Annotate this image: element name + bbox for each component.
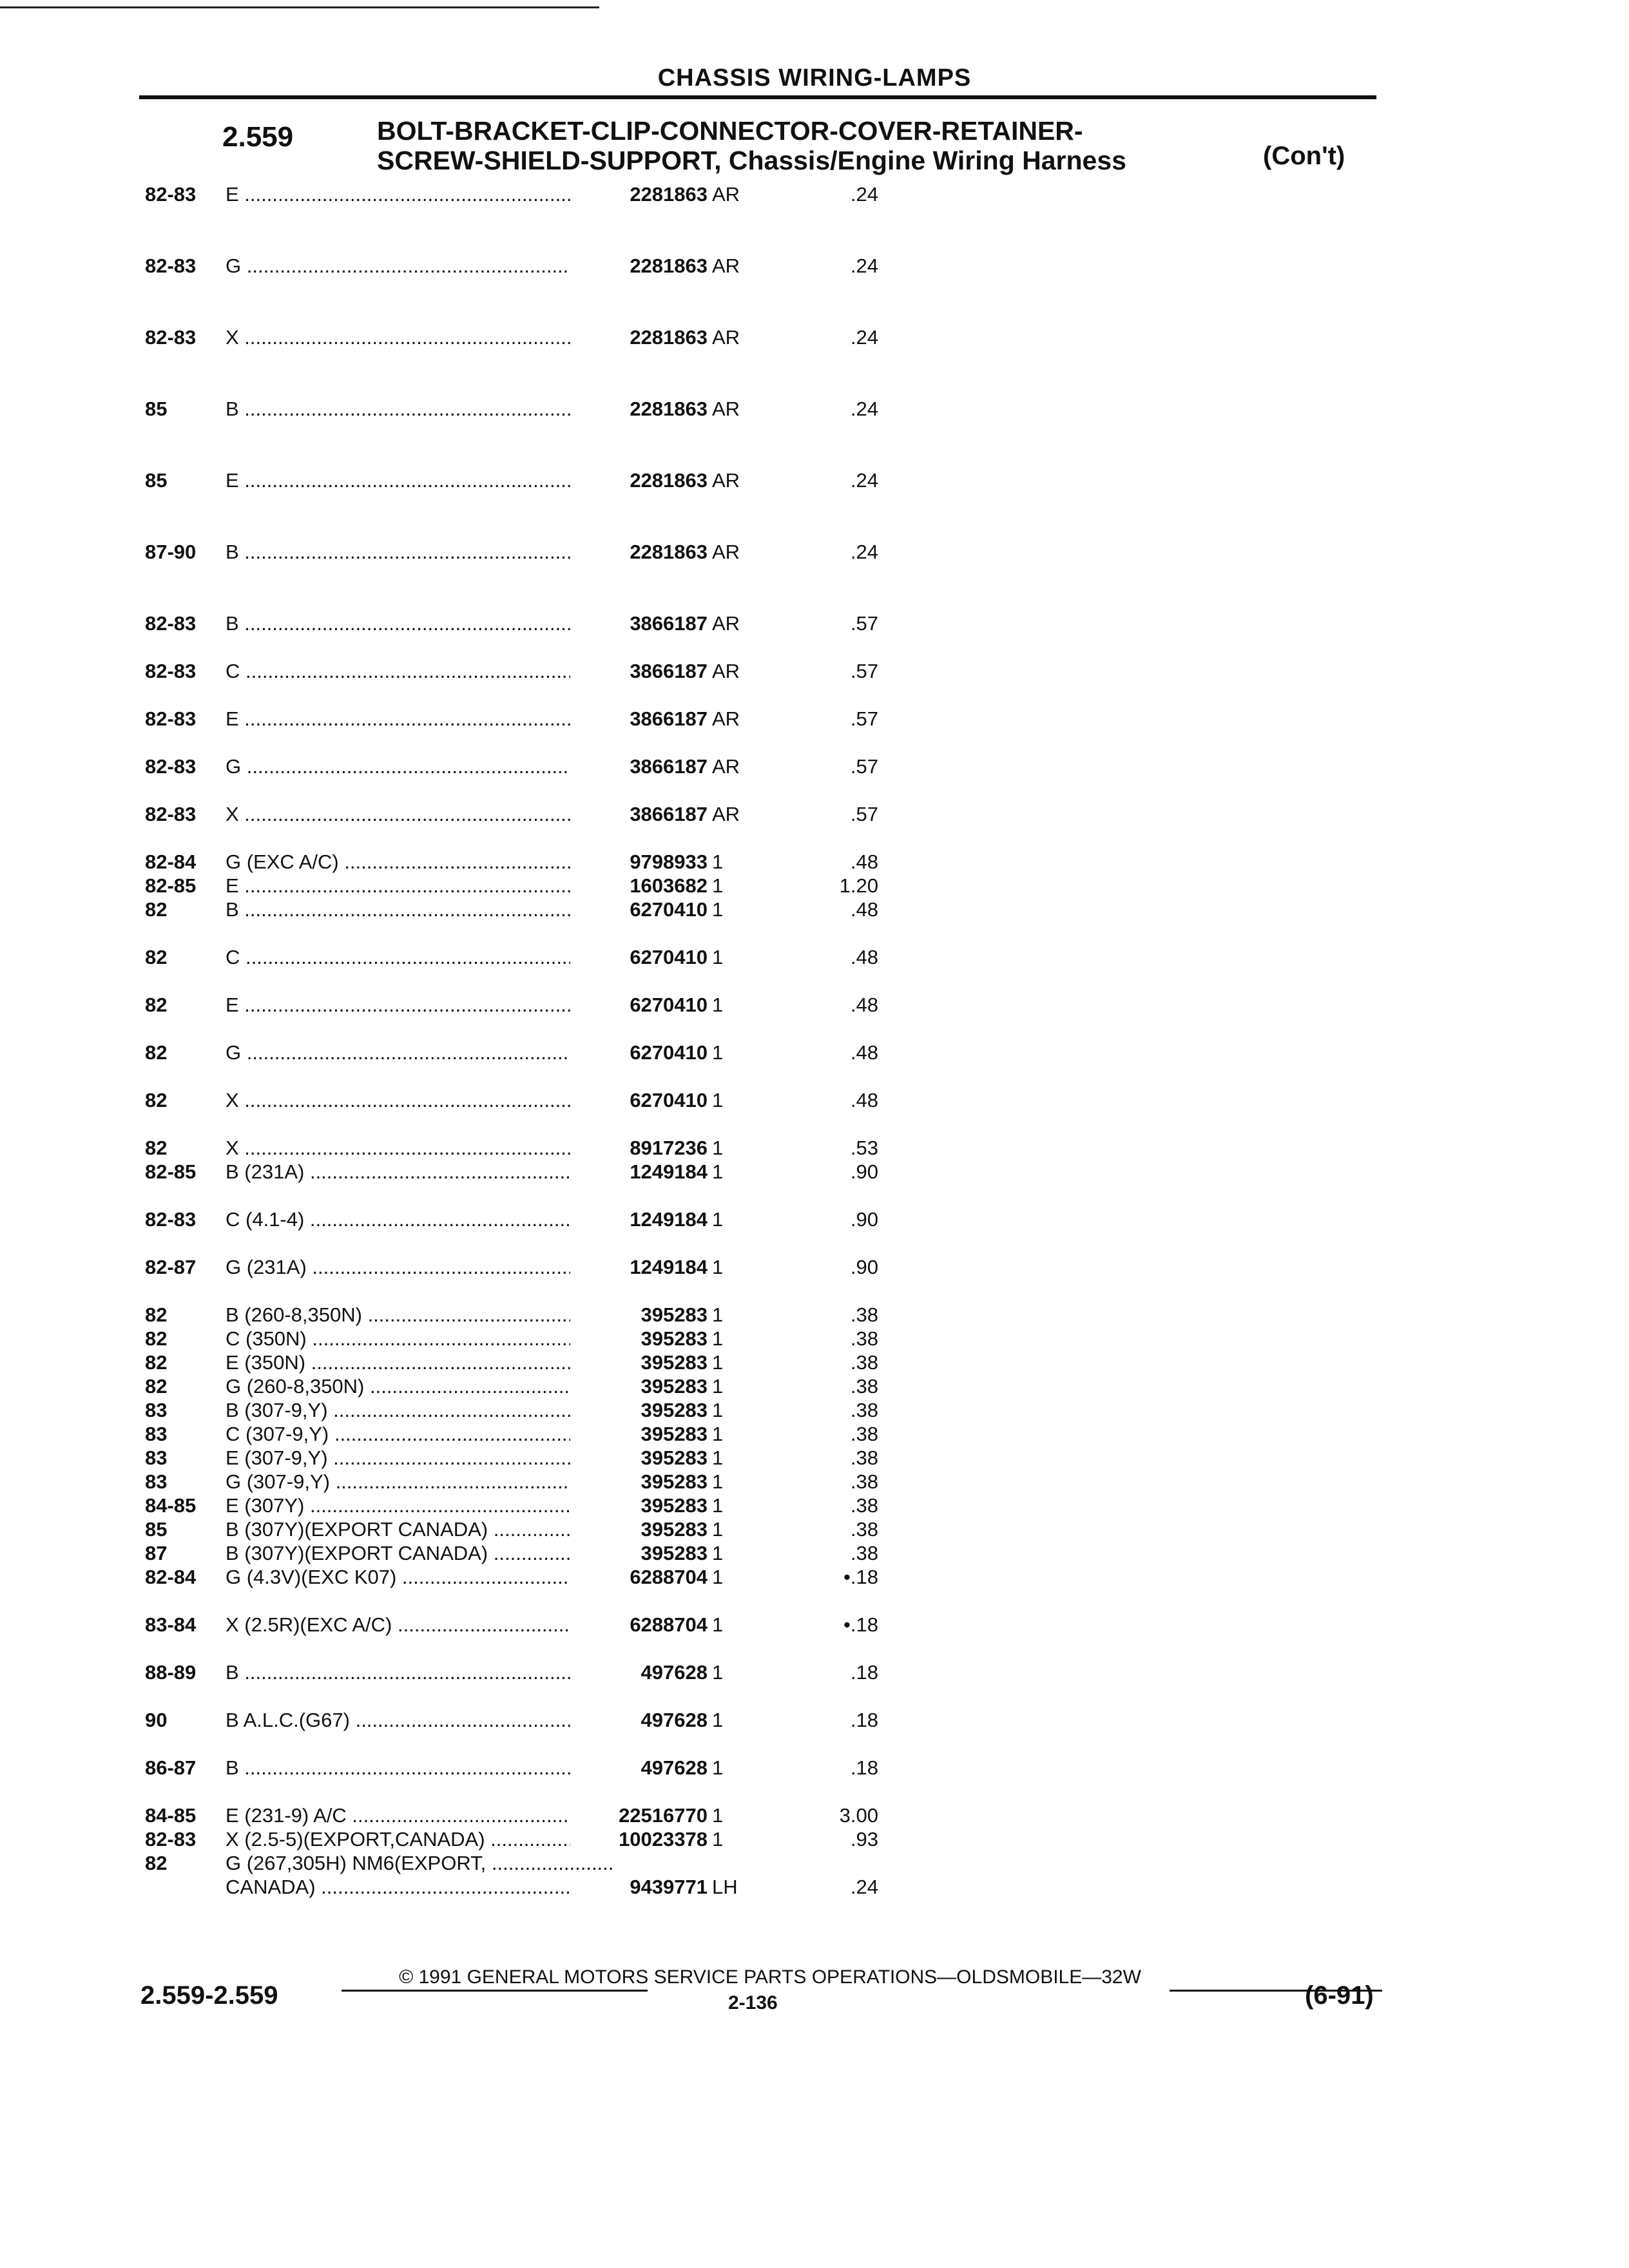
price: .38 [850,1423,878,1445]
model-year: 82-83 [145,707,197,730]
price: .24 [850,469,878,492]
model-year: 82-83 [145,255,197,277]
price: .57 [850,803,878,825]
price: .24 [850,398,878,420]
part-number: 395283 [641,1446,708,1469]
part-number: 1249184 [630,1208,708,1231]
price: .24 [850,255,878,277]
model-code: C (307-9,Y) ..... [226,1422,570,1446]
table-row [0,1374,1629,1398]
table-row [0,1613,1629,1660]
table-row [0,1660,1629,1708]
price: .93 [850,1828,878,1850]
model-code: B ..... [226,540,570,564]
price: •.18 [843,1613,878,1636]
section-title: CHASSIS WIRING-LAMPS [657,64,972,91]
model-code: G ..... [226,254,570,278]
table-row [0,1708,1629,1756]
model-year: 83-84 [145,1613,197,1636]
section-number: 2.559 [222,121,294,153]
table-row [0,254,1629,325]
model-year: 82-83 [145,326,197,349]
quantity: AR [712,183,740,206]
table-row [0,468,1629,540]
part-number: 395283 [641,1303,708,1326]
continued-label: (Con't) [1263,142,1345,170]
table-row [0,1827,1629,1851]
model-year: 82 [145,946,168,968]
quantity: 1 [712,1303,724,1326]
quantity: 1 [712,1756,724,1779]
model-code: C (4.1-4) ..... [226,1207,570,1231]
table-row [0,397,1629,468]
model-code: E ..... [226,993,570,1017]
quantity: 1 [712,946,724,968]
model-year: 84-85 [145,1494,197,1517]
part-number: 8917236 [630,1137,708,1159]
model-code: X ..... [226,1136,570,1160]
table-row [0,1398,1629,1422]
part-number: 6270410 [630,1089,708,1111]
model-year: 82-85 [145,1160,197,1183]
model-year: 82 [145,994,168,1016]
price: .38 [850,1303,878,1326]
model-code: G ..... [226,754,570,778]
model-code: B (307Y)(EXPORT CANADA) ..... [226,1517,570,1541]
part-number: 6270410 [630,1041,708,1064]
table-row [0,1350,1629,1374]
table-row [0,1517,1629,1541]
price: .24 [850,1876,878,1898]
quantity: 1 [712,1709,724,1731]
quantity: AR [712,326,740,349]
part-number: 1249184 [630,1160,708,1183]
model-code: X ..... [226,802,570,826]
part-number: 395283 [641,1375,708,1398]
model-year: 82 [145,1041,168,1064]
price: .38 [850,1494,878,1517]
price: .38 [850,1542,878,1564]
model-year: 82 [145,1327,168,1350]
model-code: B (307-9,Y) ..... [226,1398,570,1422]
table-row [0,1541,1629,1565]
quantity: 1 [712,1160,724,1183]
table-row [0,611,1629,659]
model-code: E ..... [226,874,570,898]
model-code: E (307-9,Y) ..... [226,1446,570,1470]
quantity: AR [712,803,740,825]
model-code: C ..... [226,659,570,683]
quantity: 1 [712,1351,724,1374]
price: .90 [850,1208,878,1231]
model-code: G ..... [226,1041,570,1064]
model-code: G (260-8,350N) ..... [226,1374,570,1398]
part-number: 3866187 [630,707,708,730]
price: .48 [850,994,878,1016]
price: 3.00 [839,1804,878,1827]
model-year: 83 [145,1423,168,1445]
part-number: 395283 [641,1542,708,1564]
quantity: AR [712,398,740,420]
heading-line-1: BOLT-BRACKET-CLIP-CONNECTOR-COVER-RETAINER- [377,116,1083,146]
quantity: 1 [712,1423,724,1445]
table-row [0,325,1629,397]
model-year: 84-85 [145,1804,197,1827]
model-year: 82-83 [145,660,197,682]
table-row [0,874,1629,898]
model-code: B (260-8,350N) ..... [226,1303,570,1327]
quantity: 1 [712,1470,724,1493]
model-code: G (267,305H) NM6(EXPORT, ..... [226,1851,612,1875]
model-year: 82 [145,1089,168,1111]
table-row [0,540,1629,611]
model-year: 82-84 [145,1566,197,1588]
part-number: 1603682 [630,874,708,897]
quantity: 1 [712,1089,724,1111]
model-year: 82-87 [145,1256,197,1278]
model-code: E (231-9) A/C ..... [226,1803,570,1827]
model-year: 82 [145,1375,168,1398]
model-year: 83 [145,1446,168,1469]
table-row [0,802,1629,850]
part-number: 2281863 [630,183,708,206]
quantity: AR [712,612,740,635]
model-code: CANADA) ..... [226,1875,570,1899]
table-row [0,1255,1629,1303]
part-number: 395283 [641,1518,708,1541]
model-year: 82-83 [145,1208,197,1231]
part-number: 6270410 [630,946,708,968]
model-year: 85 [145,398,168,420]
part-number: 395283 [641,1351,708,1374]
price: .24 [850,326,878,349]
price: .57 [850,755,878,778]
quantity: 1 [712,1661,724,1684]
model-year: 82 [145,898,168,921]
part-number: 3866187 [630,612,708,635]
footer-date: (6-91) [1305,1981,1374,2010]
page-number: 2-136 [728,1992,778,2013]
table-row [0,1160,1629,1207]
model-code: C (350N) ..... [226,1327,570,1350]
model-year: 82 [145,1303,168,1326]
part-number: 395283 [641,1423,708,1445]
quantity: LH [712,1876,738,1898]
part-number: 2281863 [630,541,708,563]
price: .48 [850,898,878,921]
quantity: 1 [712,1804,724,1827]
price: .38 [850,1351,878,1374]
part-number: 2281863 [630,255,708,277]
table-row [0,898,1629,945]
price: .57 [850,707,878,730]
model-code: C ..... [226,945,570,969]
quantity: 1 [712,1446,724,1469]
table-row [0,707,1629,754]
model-year: 82-83 [145,1828,197,1850]
price: .38 [850,1327,878,1350]
model-year: 82 [145,1351,168,1374]
quantity: 1 [712,1327,724,1350]
model-year: 87-90 [145,541,197,563]
model-code: X (2.5R)(EXC A/C) ..... [226,1613,570,1637]
price: .38 [850,1470,878,1493]
quantity: 1 [712,850,724,873]
part-number: 497628 [641,1661,708,1684]
table-row [0,1303,1629,1327]
price: .18 [850,1661,878,1684]
part-number: 3866187 [630,803,708,825]
quantity: AR [712,255,740,277]
price: .18 [850,1756,878,1779]
quantity: 1 [712,1256,724,1278]
model-code: B ..... [226,1660,570,1684]
part-number: 395283 [641,1327,708,1350]
table-row [0,850,1629,874]
part-number: 3866187 [630,660,708,682]
model-code: X (2.5-5)(EXPORT,CANADA) ..... [226,1827,570,1851]
part-number: 6270410 [630,994,708,1016]
price: 1.20 [839,874,878,897]
model-year: 82 [145,1852,168,1874]
quantity: AR [712,755,740,778]
quantity: 1 [712,1137,724,1159]
quantity: AR [712,541,740,563]
model-code: G (EXC A/C) ..... [226,850,570,874]
model-year: 83 [145,1470,168,1493]
quantity: 1 [712,994,724,1016]
price: .48 [850,850,878,873]
price: .53 [850,1137,878,1159]
quantity: 1 [712,1399,724,1421]
part-number: 395283 [641,1399,708,1421]
model-code: B (231A) ..... [226,1160,570,1184]
price: .18 [850,1709,878,1731]
part-number: 9798933 [630,850,708,873]
table-row [0,1756,1629,1803]
table-row [0,1136,1629,1160]
price: .48 [850,1041,878,1064]
part-number: 6270410 [630,898,708,921]
quantity: 1 [712,1542,724,1564]
price: .38 [850,1375,878,1398]
part-number: 9439771 [630,1876,708,1898]
model-code: G (307-9,Y) ..... [226,1470,570,1494]
price: .57 [850,612,878,635]
quantity: 1 [712,1494,724,1517]
part-number: 10023378 [619,1828,708,1850]
model-code: E ..... [226,182,570,206]
table-row [0,182,1629,254]
price: •.18 [843,1566,878,1588]
price: .38 [850,1518,878,1541]
model-code: E ..... [226,707,570,731]
model-year: 85 [145,1518,168,1541]
model-code: B ..... [226,1756,570,1780]
quantity: 1 [712,1375,724,1398]
model-code: B ..... [226,397,570,421]
price: .38 [850,1446,878,1469]
model-year: 82-83 [145,755,197,778]
table-row [0,1803,1629,1827]
price: .48 [850,1089,878,1111]
model-year: 82-84 [145,850,197,873]
model-year: 86-87 [145,1756,197,1779]
part-number: 497628 [641,1756,708,1779]
price: .38 [850,1399,878,1421]
part-number: 497628 [641,1709,708,1731]
part-number: 22516770 [619,1804,708,1827]
table-row [0,1494,1629,1517]
model-code: X ..... [226,1088,570,1112]
table-row [0,1422,1629,1446]
table-row [0,1207,1629,1255]
table-row [0,659,1629,707]
table-row [0,945,1629,993]
model-year: 82-83 [145,803,197,825]
model-year: 82-83 [145,612,197,635]
part-number: 395283 [641,1494,708,1517]
model-code: E (350N) ..... [226,1350,570,1374]
model-code: E ..... [226,468,570,492]
quantity: 1 [712,1828,724,1850]
part-number: 2281863 [630,469,708,492]
table-row [0,1851,1629,1875]
part-number: 6288704 [630,1566,708,1588]
model-code: B ..... [226,611,570,635]
model-year: 85 [145,469,168,492]
price: .57 [850,660,878,682]
heading-line-2: SCREW-SHIELD-SUPPORT, Chassis/Engine Wiring Harness [377,146,1126,175]
price: .90 [850,1160,878,1183]
part-number: 6288704 [630,1613,708,1636]
part-number: 3866187 [630,755,708,778]
table-row [0,1565,1629,1613]
price: .48 [850,946,878,968]
model-code: B ..... [226,898,570,921]
table-row [0,1470,1629,1494]
quantity: AR [712,469,740,492]
model-code: G (231A) ..... [226,1255,570,1279]
quantity: 1 [712,874,724,897]
quantity: AR [712,707,740,730]
model-year: 82-85 [145,874,197,897]
price: .24 [850,541,878,563]
quantity: 1 [712,1041,724,1064]
model-code: E (307Y) ..... [226,1494,570,1517]
part-number: 2281863 [630,398,708,420]
table-row [0,1041,1629,1088]
part-number: 1249184 [630,1256,708,1278]
table-row [0,754,1629,802]
table-row [0,1327,1629,1350]
quantity: 1 [712,1613,724,1636]
quantity: 1 [712,1518,724,1541]
footer-range: 2.559-2.559 [140,1981,278,2010]
price: .90 [850,1256,878,1278]
table-row [0,993,1629,1041]
model-year: 90 [145,1709,168,1731]
copyright: © 1991 GENERAL MOTORS SERVICE PARTS OPERATIONS—OLDSMOBILE—32W [399,1966,1141,1988]
quantity: 1 [712,1566,724,1588]
model-code: G (4.3V)(EXC K07) ..... [226,1565,570,1589]
part-number: 395283 [641,1470,708,1493]
table-row [0,1088,1629,1136]
quantity: 1 [712,898,724,921]
footer-rule-left [342,1990,648,1992]
table-row [0,1875,1629,1923]
price: .24 [850,183,878,206]
quantity: 1 [712,1208,724,1231]
model-code: B (307Y)(EXPORT CANADA) ..... [226,1541,570,1565]
table-row [0,1446,1629,1470]
part-number: 2281863 [630,326,708,349]
model-year: 87 [145,1542,168,1564]
model-year: 82 [145,1137,168,1159]
model-year: 82-83 [145,183,197,206]
model-code: X ..... [226,325,570,349]
model-year: 83 [145,1399,168,1421]
quantity: AR [712,660,740,682]
model-code: B A.L.C.(G67) ..... [226,1708,570,1732]
model-year: 88-89 [145,1661,197,1684]
